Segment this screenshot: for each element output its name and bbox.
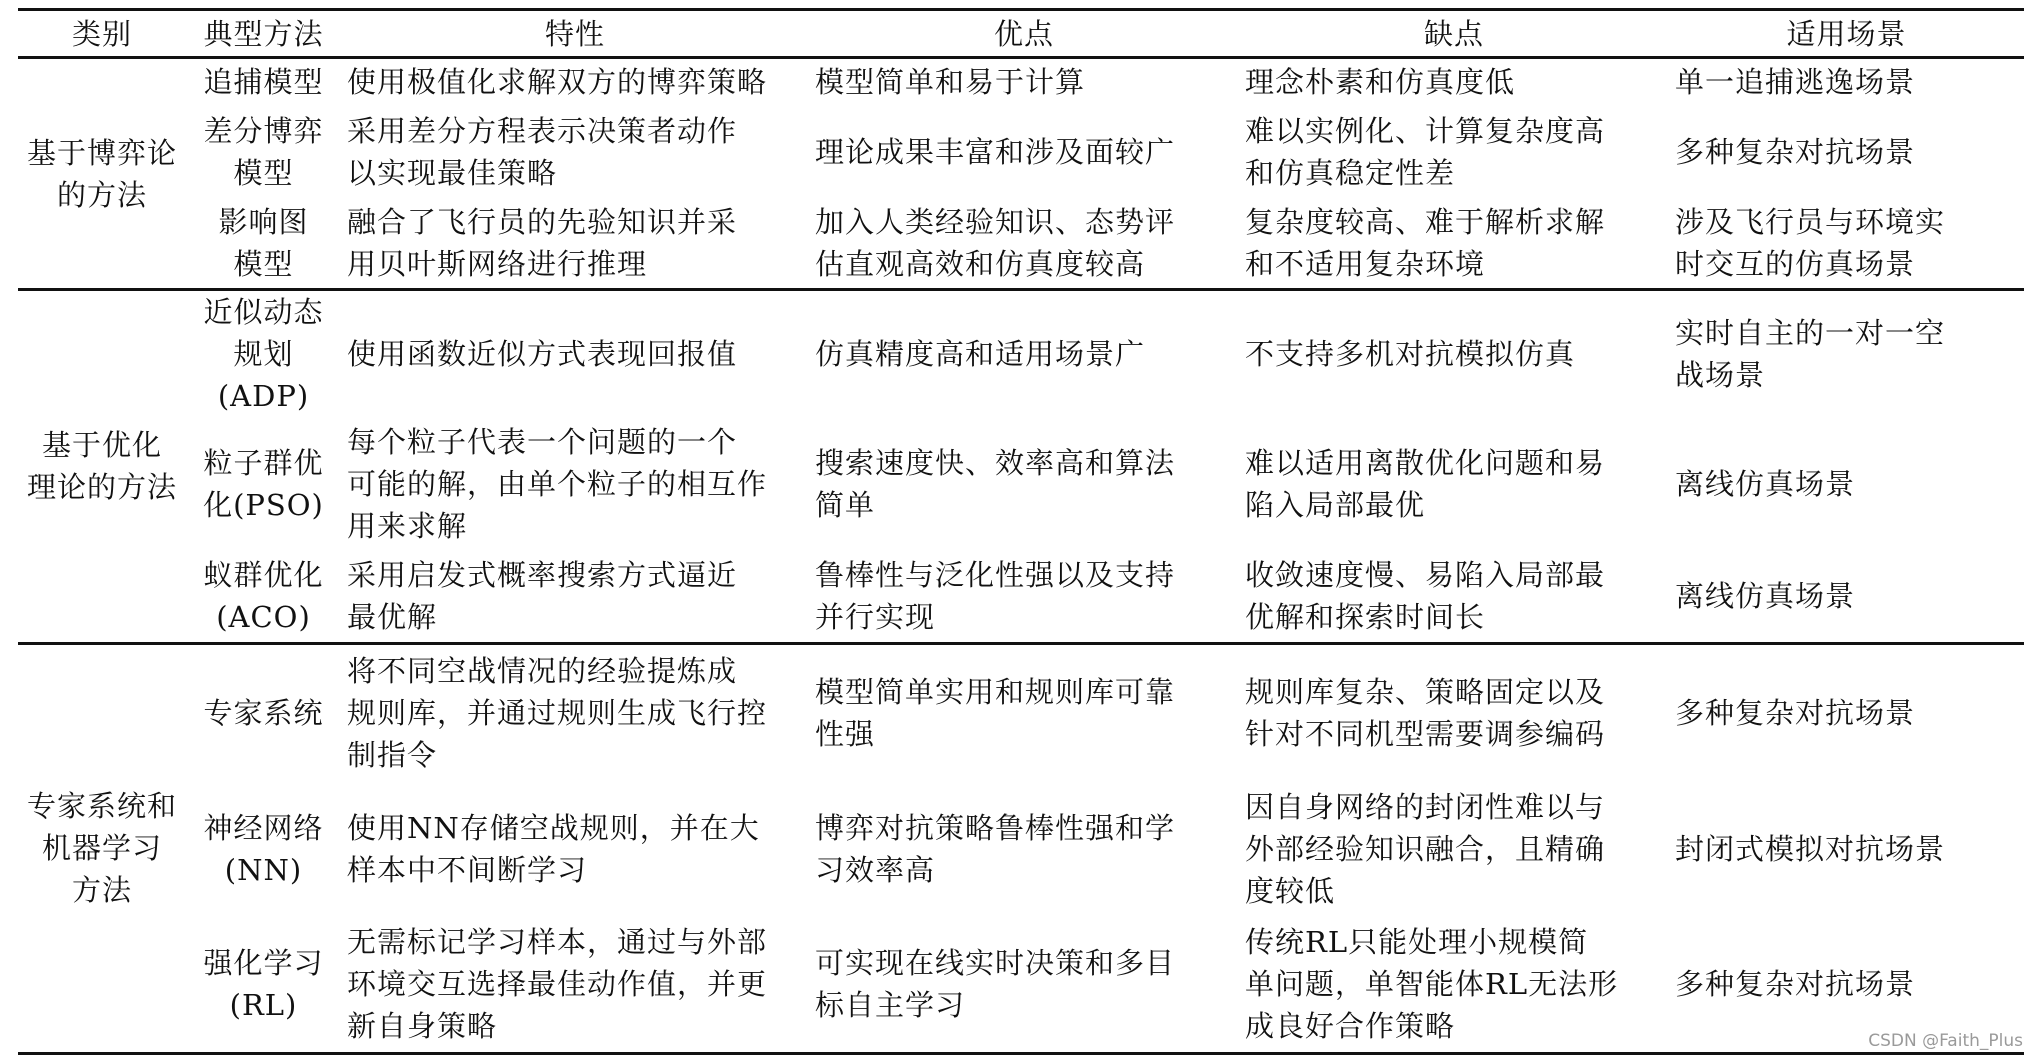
scenario-cell: 涉及飞行员与环境实 时交互的仿真场景 xyxy=(1669,198,2024,290)
method-cell: 近似动态 规划(ADP) xyxy=(203,295,324,413)
scenario-cell: 多种复杂对抗场景 xyxy=(1675,134,1916,169)
scenario-cell: 离线仿真场景 xyxy=(1669,551,2024,643)
disadvantage-cell: 因自身网络的封闭性难以与 外部经验知识融合，且精确 度较低 xyxy=(1245,790,1606,908)
method-cell: 蚁群优化 (ACO) xyxy=(186,551,341,643)
advantage-cell: 仿真精度高和适用场景广 xyxy=(815,337,1146,371)
header-feature: 特性 xyxy=(341,10,809,58)
scenario-cell: 实时自主的一对一空 战场景 xyxy=(1675,316,1946,392)
header-row xyxy=(18,10,2024,58)
method-cell: 影响图 模型 xyxy=(186,198,341,290)
feature-cell: 采用启发式概率搜索方式逼近 最优解 xyxy=(341,551,809,643)
disadvantage-cell: 收敛速度慢、易陷入局部最 优解和探索时间长 xyxy=(1239,551,1669,643)
disadvantage-cell: 难以适用离散优化问题和易 陷入局部最优 xyxy=(1245,446,1606,522)
disadvantage-cell: 复杂度较高、难于解析求解 和不适用复杂环境 xyxy=(1239,198,1669,290)
table-row xyxy=(18,198,2024,290)
comparison-table xyxy=(18,8,2024,1055)
category-cell: 专家系统和 机器学习 方法 xyxy=(18,643,186,1053)
category-cell: 基于博弈论 的方法 xyxy=(18,58,186,290)
category-cell: 基于优化 理论的方法 xyxy=(18,290,186,644)
advantage-cell: 可实现在线实时决策和多目 标自主学习 xyxy=(809,917,1239,1053)
table-header xyxy=(18,10,2024,58)
advantage-cell: 模型简单实用和规则库可靠 性强 xyxy=(815,674,1176,751)
advantage-cell: 理论成果丰富和涉及面较广 xyxy=(815,134,1176,169)
scenario-cell: 多种复杂对抗场景 xyxy=(1669,917,2024,1053)
header-scenario: 适用场景 xyxy=(1669,10,2024,58)
feature-cell: 无需标记学习样本，通过与外部 环境交互选择最佳动作值，并更 新自身策略 xyxy=(341,917,809,1053)
method-cell: 追捕模型 xyxy=(203,65,324,100)
method-cell: 专家系统 xyxy=(203,695,324,730)
disadvantage-cell: 规则库复杂、策略固定以及 针对不同机型需要调参编码 xyxy=(1245,674,1606,751)
table-body xyxy=(18,58,2024,1054)
table-row xyxy=(18,417,2024,551)
table-row xyxy=(18,917,2024,1053)
table-row xyxy=(18,551,2024,643)
scenario-cell: 多种复杂对抗场景 xyxy=(1675,695,1916,730)
feature-cell: 使用极值化求解双方的博弈策略 xyxy=(347,65,768,100)
table-row xyxy=(18,290,2024,418)
header-method: 典型方法 xyxy=(186,10,341,58)
method-cell: 差分博弈 模型 xyxy=(203,113,324,190)
method-cell: 粒子群优 化(PSO) xyxy=(203,446,324,522)
feature-cell: 使用函数近似方式表现回报值 xyxy=(347,337,738,371)
method-cell: 神经网络 (NN) xyxy=(203,811,324,887)
watermark: CSDN @Faith_Plus xyxy=(1868,1031,2023,1051)
feature-cell: 每个粒子代表一个问题的一个 可能的解，由单个粒子的相互作 用来求解 xyxy=(347,425,768,543)
header-disadvantage: 缺点 xyxy=(1239,10,1669,58)
advantage-cell: 加入人类经验知识、态势评 估直观高效和仿真度较高 xyxy=(809,198,1239,290)
table-row xyxy=(18,643,2024,781)
disadvantage-cell: 难以实例化、计算复杂度高 和仿真稳定性差 xyxy=(1245,113,1606,190)
disadvantage-cell: 不支持多机对抗模拟仿真 xyxy=(1245,337,1576,371)
feature-cell: 融合了飞行员的先验知识并采 用贝叶斯网络进行推理 xyxy=(341,198,809,290)
table-row xyxy=(18,106,2024,198)
feature-cell: 使用NN存储空战规则，并在大 样本中不间断学习 xyxy=(347,811,760,887)
scenario-cell: 离线仿真场景 xyxy=(1675,467,1856,501)
scenario-cell: 封闭式模拟对抗场景 xyxy=(1675,832,1946,866)
disadvantage-cell: 理念朴素和仿真度低 xyxy=(1245,65,1516,100)
method-cell: 强化学习 (RL) xyxy=(186,917,341,1053)
feature-cell: 将不同空战情况的经验提炼成 规则库，并通过规则生成飞行控 制指令 xyxy=(347,653,768,772)
header-category: 类别 xyxy=(18,10,186,58)
disadvantage-cell: 传统RL只能处理小规模简 单问题，单智能体RL无法形 成良好合作策略 xyxy=(1239,917,1669,1053)
feature-cell: 采用差分方程表示决策者动作 以实现最佳策略 xyxy=(347,113,738,190)
header-advantage: 优点 xyxy=(809,10,1239,58)
advantage-cell: 模型简单和易于计算 xyxy=(815,65,1086,100)
table-row xyxy=(18,781,2024,917)
advantage-cell: 鲁棒性与泛化性强以及支持 并行实现 xyxy=(809,551,1239,643)
advantage-cell: 搜索速度快、效率高和算法 简单 xyxy=(815,446,1176,522)
scenario-cell: 单一追捕逃逸场景 xyxy=(1675,65,1916,100)
advantage-cell: 博弈对抗策略鲁棒性强和学 习效率高 xyxy=(815,811,1176,887)
table-row xyxy=(18,58,2024,106)
